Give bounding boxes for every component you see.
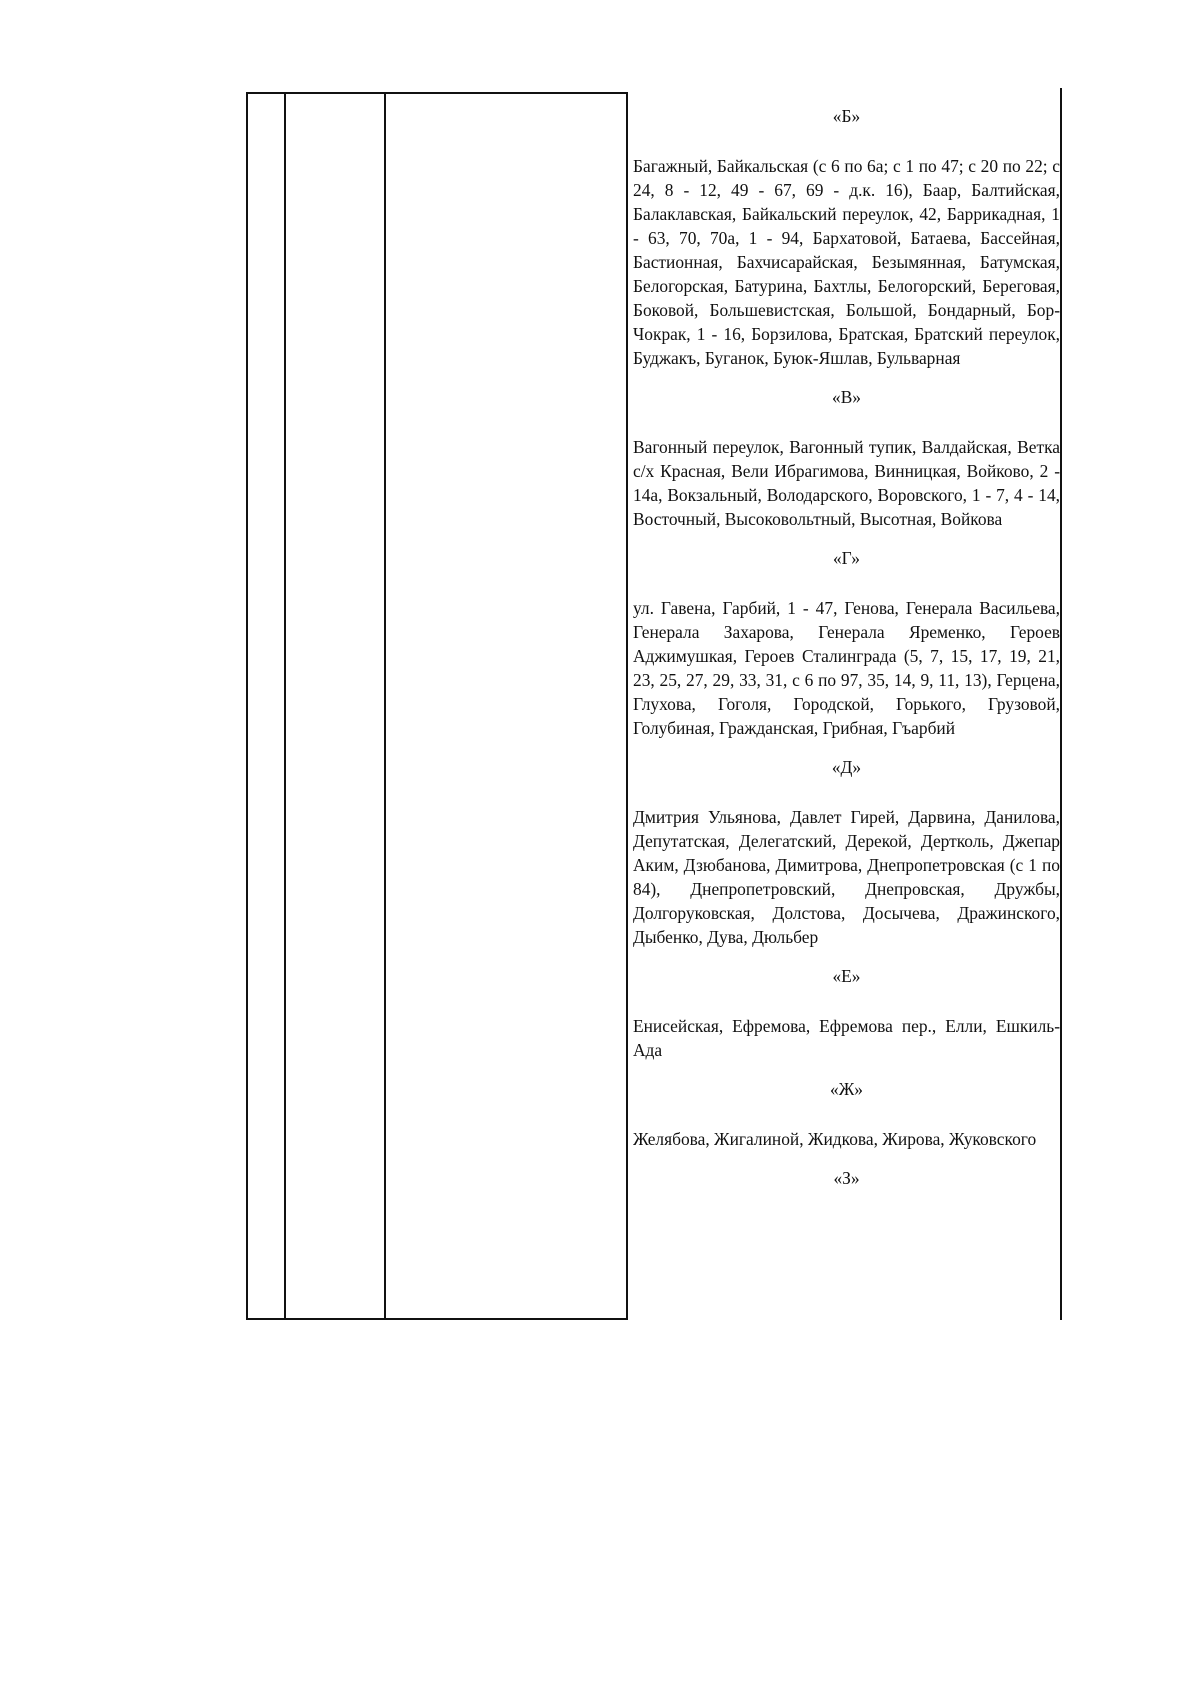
section-heading: «Г» [832,548,860,568]
street-names: Желябова, Жигалиной, Жидкова, Жирова, Жуковского [633,1129,1037,1149]
street-names: Багажный, Байкальская (с 6 по 6а; с 1 по 47; с 20 по 22; с 24, 8 - 12, 49 - 67, 69 - д.к. 16), Баар, Балтийская, Балаклавская, Байкальский переулок, 42, Баррикадная, 1 - 63, 70, 70а, 1 - 94, Бархатовой, Батаева, Бассейная, Бастионная, Бахчисарайская, Безымянная, Батумская, Белогорская, Батурина, Бахтлы, Белогорский, Береговая, Боковой, Большевистская, Большой, Бондарный, Бор-Чокрак, 1 - 16, Борзилова, Братская, Братский переулок, Буджакъ, Буганок, Буюк-Яшлав, Бульварная [633,156,1060,368]
section-heading: «Д» [831,757,862,777]
section-heading: «Б» [832,106,861,126]
section-heading: «Ж» [830,1079,863,1099]
table-column-divider [246,92,248,1320]
table-top-border [246,92,628,94]
section-heading: «З» [833,1168,860,1188]
section-heading: «Е» [832,966,861,986]
table-column-divider [1060,88,1062,1320]
street-names: ул. Гавена, Гарбий, 1 - 47, Генова, Генерала Васильева, Генерала Захарова, Генерала Яременко, Героев Аджимушкая, Героев Сталинграда (5, 7, 15, 17, 19, 21, 23, 25, 27, 29, 33, 31, с 6 по 97, 35, 14, 9, 11, 13), Герцена, Глухова, Гоголя, Городской, Горького, Грузовой, Голубиная, Гражданская, Грибная, Гъарбий [633,598,1060,738]
table-column-divider [626,92,628,1320]
street-names: Дмитрия Ульянова, Давлет Гирей, Дарвина, Данилова, Депутатская, Делегатский, Дерекой, Дертколь, Джепар Аким, Дзюбанова, Димитрова, Днепропетровская (с 1 по 84), Днепропетровский, Днепровская, Дружбы, Долгоруковская, Долстова, Досычева, Дражинского, Дыбенко, Дува, Дюльбер [633,807,1060,947]
street-names: Енисейская, Ефремова, Ефремова пер., Елли, Ешкиль-Ада [633,1016,1060,1060]
table-column-divider [384,92,386,1320]
street-names: Вагонный переулок, Вагонный тупик, Валдайская, Ветка с/х Красная, Вели Ибрагимова, Винницкая, Войково, 2 - 14а, Вокзальный, Володарского, Воровского, 1 - 7, 4 - 14, Восточный, Высоковольтный, Высотная, Войкова [633,437,1060,529]
street-list [633,104,1060,1216]
table-column-divider [284,92,286,1320]
section-heading: «В» [832,387,861,407]
table-bottom-border [246,1318,628,1320]
